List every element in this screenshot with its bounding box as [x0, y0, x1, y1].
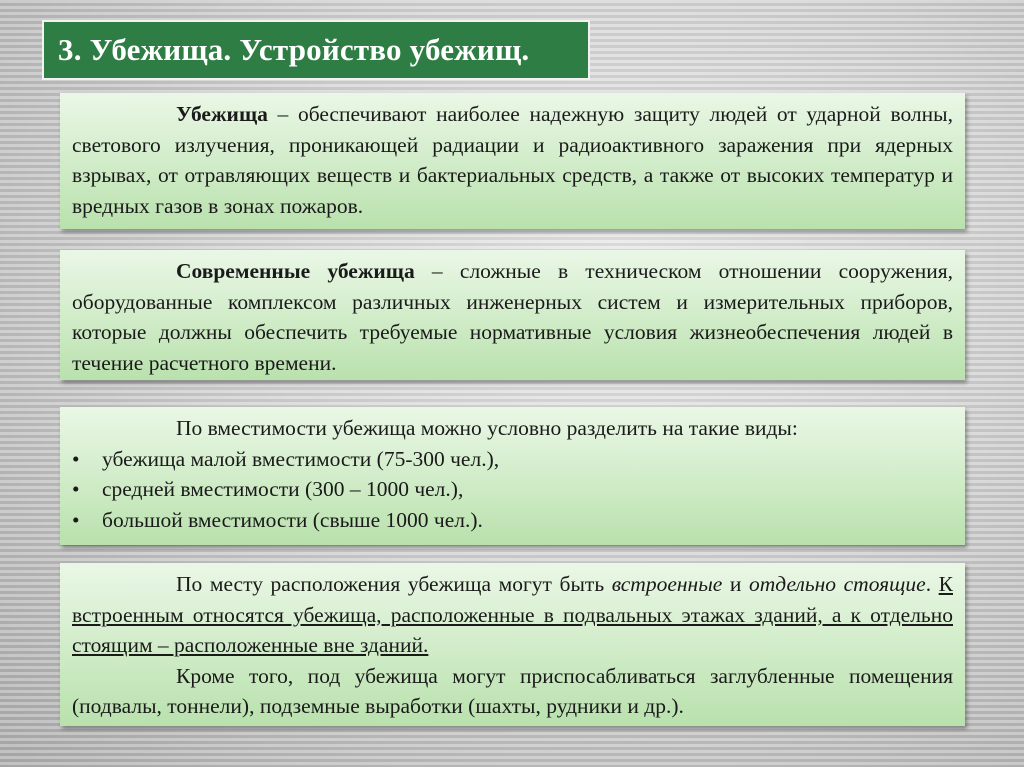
conjunction-text: и: [722, 572, 750, 596]
definition-box-shelters: [60, 93, 965, 229]
list-item: [72, 505, 953, 536]
bullet-icon: •: [72, 477, 80, 501]
title-bar: [42, 20, 590, 80]
bullet-icon: •: [72, 507, 80, 532]
definition-text: – сложные в техническом отношении сооружения, оборудованные комплексом различных инженерных систем и измерительных приборов, которые должны обеспечить требуемые нормативные условия жизнеобеспечения людей в течение расчетного времени.: [72, 259, 953, 375]
definition-paragraph: [72, 256, 953, 378]
list-item: [72, 444, 953, 475]
term-built-in: встроенные: [611, 572, 723, 596]
definition-paragraph: [72, 99, 953, 221]
definition-text: – обеспечивают наиболее надежную защиту людей от ударной волны, светового излучения, проникающей радиации и радиоактивного заражения при ядерных взрывах, от отравляющих веществ и бактериальных средств, а также от высоких температур и вредных газов в зонах пожаров.: [72, 102, 953, 218]
capacity-list: [72, 444, 953, 536]
location-box: [60, 563, 965, 726]
capacity-intro: По вместимости убежища можно условно разделить на такие виды:: [176, 416, 798, 440]
term-modern-shelters: Современные убежища: [176, 259, 415, 283]
list-item-text: средней вместимости (300 – 1000 чел.),: [102, 477, 464, 501]
term-standalone: отдельно стоящие: [749, 572, 926, 596]
capacity-box: [60, 407, 965, 545]
location-paragraph: [72, 569, 953, 661]
period-text: .: [925, 572, 939, 596]
list-item-text: убежища малой вместимости (75-300 чел.),: [102, 446, 500, 471]
adaptation-paragraph: Кроме того, под убежища могут приспосабливаться заглубленные помещения (подвалы, тоннели), подземные выработки (шахты, рудники и др.).: [72, 663, 953, 718]
location-text: По месту расположения убежища могут быть: [176, 572, 612, 596]
slide-title: 3. Убежища. Устройство убежищ.: [58, 32, 530, 67]
bullet-icon: •: [72, 446, 80, 471]
definition-box-modern-shelters: [60, 250, 965, 380]
underlined-definition: К встроенным относятся убежища, расположенные в подвальных этажах зданий, а к отдельно стоящим – расположенные вне зданий.: [72, 572, 953, 657]
list-item: [72, 474, 953, 505]
list-item-text: большой вместимости (свыше 1000 чел.).: [102, 507, 483, 532]
term-shelters: Убежища: [176, 102, 268, 126]
